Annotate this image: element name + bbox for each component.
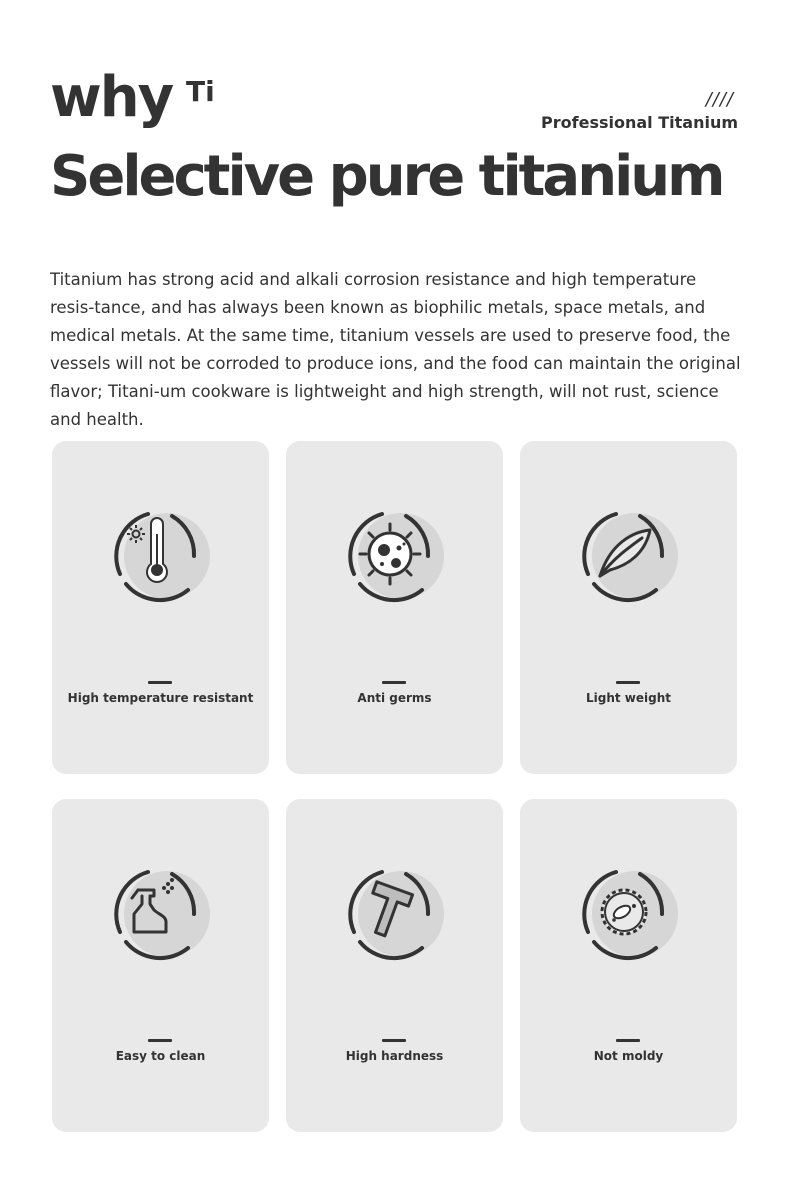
- feature-card-high-hardness: [286, 799, 503, 1132]
- thermometer-icon: [108, 504, 214, 604]
- feature-card-anti-germs: [286, 441, 503, 774]
- card-divider: [382, 681, 406, 684]
- card-divider: [616, 1039, 640, 1042]
- feature-card-easy-to-clean: [52, 799, 269, 1132]
- header-superscript: Ti: [186, 75, 215, 108]
- card-divider: [148, 681, 172, 684]
- card-divider: [382, 1039, 406, 1042]
- feature-card-high-temperature: [52, 441, 269, 774]
- hammer-icon: [342, 862, 448, 962]
- header-slashes: ////: [705, 89, 734, 110]
- page-title: Selective pure titanium: [50, 144, 723, 209]
- feature-card-not-moldy: [520, 799, 737, 1132]
- header-subtitle: Professional Titanium: [541, 113, 738, 132]
- description-paragraph: Titanium has strong acid and alkali corrosion resistance and high temperature resis-tance, and has always been known as biophilic metals, space metals, and medical metals. At the same time, titanium vessels are used to preserve food, the vessels will not be corroded to produce ions, and the food can maintain the original flavor; Titani-um cookware is lightweight and high strength, will not rust, science and health.: [50, 270, 741, 429]
- feature-label: High temperature resistant: [67, 691, 254, 705]
- card-divider: [616, 681, 640, 684]
- feature-label: Anti germs: [357, 691, 432, 705]
- card-divider: [148, 1039, 172, 1042]
- feature-label: Light weight: [585, 691, 671, 705]
- mold-icon: [576, 862, 682, 962]
- spray-bottle-icon: [108, 862, 214, 962]
- feature-card-light-weight: [520, 441, 737, 774]
- header-why: why: [50, 65, 173, 130]
- feature-label: Not moldy: [593, 1049, 664, 1063]
- feature-grid: [52, 441, 737, 1132]
- feature-label: High hardness: [345, 1049, 444, 1063]
- germ-icon: [342, 504, 448, 604]
- feather-icon: [576, 504, 682, 604]
- feature-label: Easy to clean: [115, 1049, 206, 1063]
